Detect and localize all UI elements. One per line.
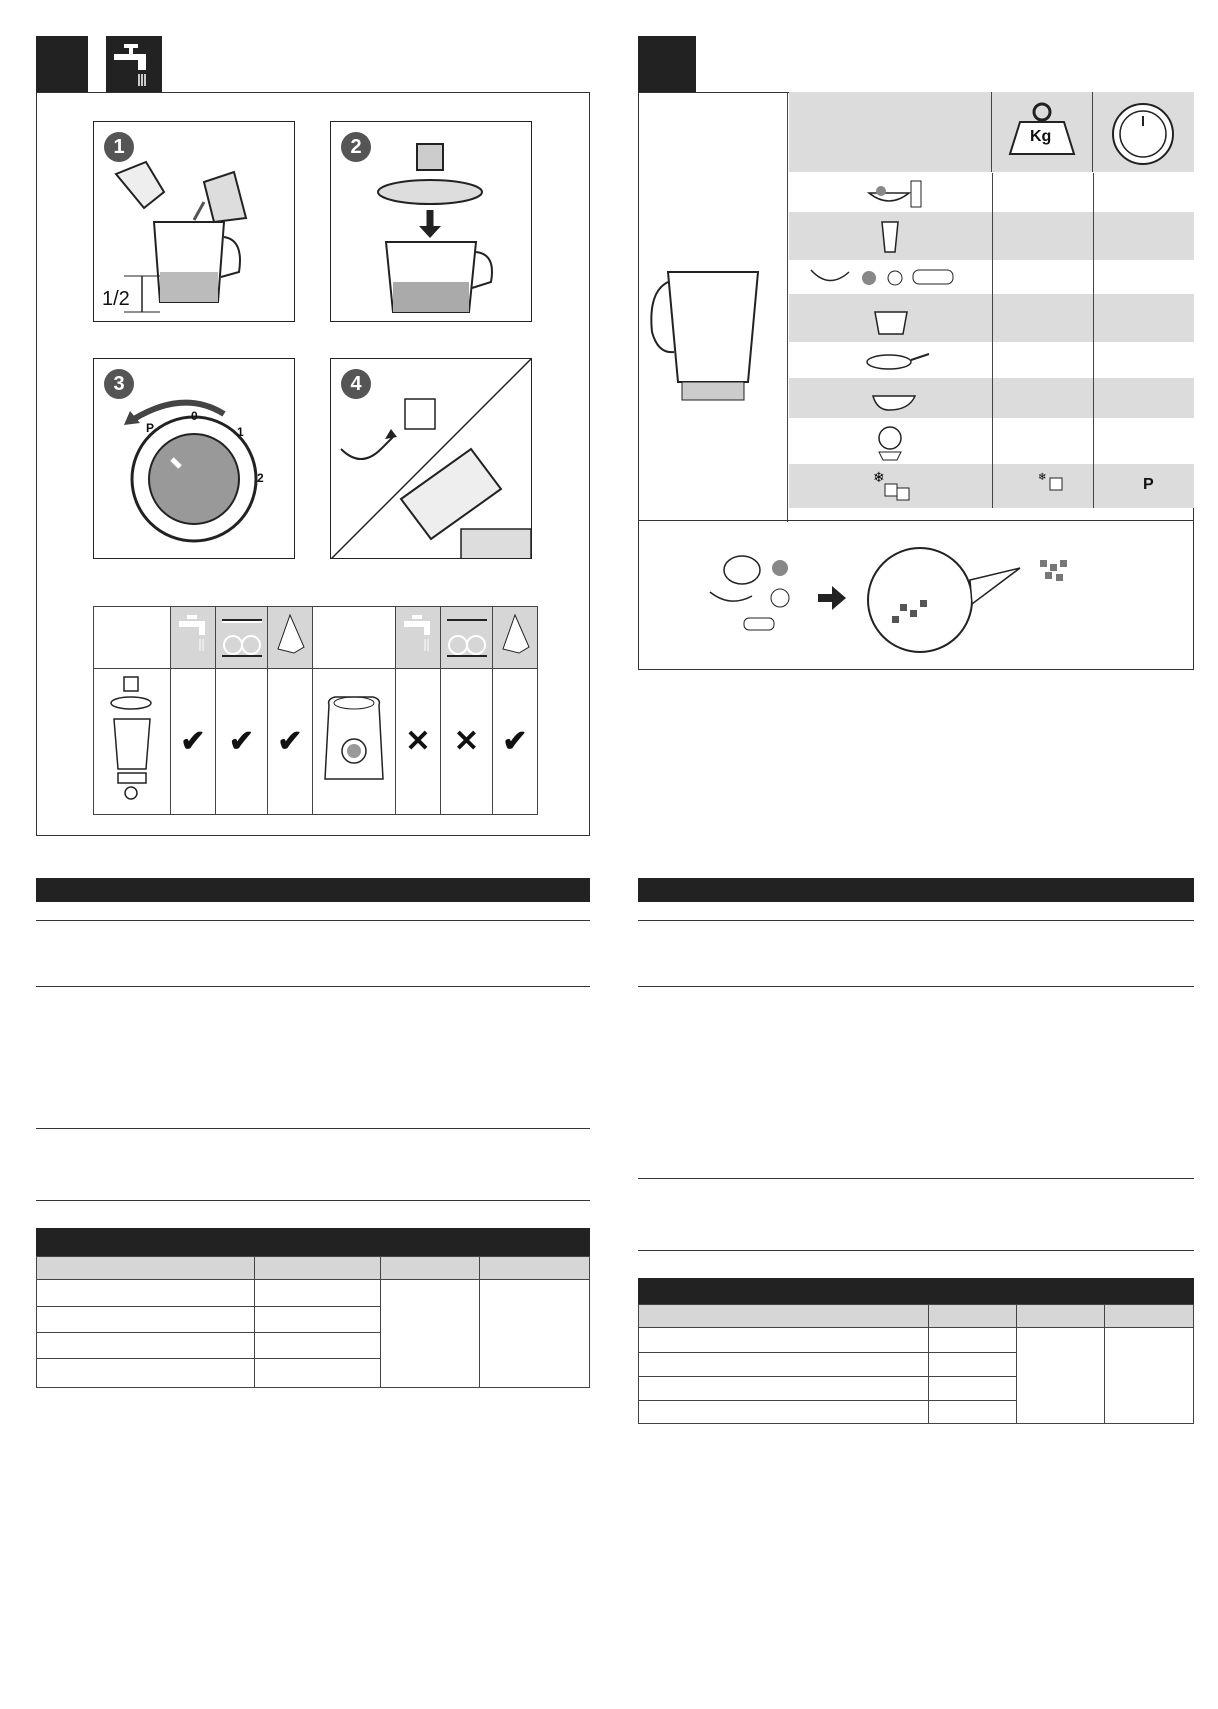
cloth-icon [493, 607, 538, 669]
motor-unit-image [313, 669, 396, 815]
step-number: 4 [341, 369, 371, 399]
fruit-drink-icon [789, 173, 992, 213]
processing-table [638, 92, 1194, 522]
sauce-boat-icon [789, 378, 992, 418]
cross-mark: ✕ [441, 669, 493, 815]
step-number: 2 [341, 132, 371, 162]
weight-header-cell [992, 92, 1093, 172]
row-soup [789, 294, 1194, 342]
section-marker-right [638, 36, 696, 92]
cloth-icon [268, 607, 313, 669]
check-mark: ✔ [493, 669, 538, 815]
step-1-panel [93, 121, 295, 322]
speed-header-cell [1093, 92, 1194, 172]
motor-unit-header [313, 607, 396, 669]
ice-cube-icon [789, 464, 992, 508]
milkshake-icon [789, 212, 992, 260]
dial-zero-label: 0 [191, 409, 198, 423]
tap-icon [396, 607, 441, 669]
step-4-panel [330, 358, 532, 559]
chop-illustration [700, 540, 1120, 660]
pan-icon [789, 342, 992, 378]
tap-icon [171, 607, 216, 669]
dishwasher-icon [441, 607, 493, 669]
row-smoothie [789, 172, 1194, 212]
check-mark: ✔ [171, 669, 216, 815]
row-milkshake [789, 212, 1194, 260]
header-label-cell [789, 92, 992, 172]
lid-illustration [331, 122, 531, 322]
jar-parts-header [94, 607, 171, 669]
row-sauce [789, 378, 1194, 418]
jar-parts-image [94, 669, 171, 815]
spec-table-right [638, 1278, 1194, 1424]
section-marker-left [36, 36, 88, 92]
baby-icon [789, 418, 992, 464]
dial-two-label: 2 [257, 471, 264, 485]
dial-one-label: 1 [237, 425, 244, 439]
level-mark-label: 1/2 [102, 288, 130, 310]
row-fruit [789, 260, 1194, 294]
row-pancake [789, 342, 1194, 378]
dial-illustration [94, 359, 294, 559]
bar-right-1 [638, 878, 1194, 902]
arrow-icon [818, 586, 846, 610]
fruit-icon [789, 260, 992, 294]
cleaning-table [93, 606, 538, 815]
soup-pot-icon [789, 294, 992, 342]
svg-text:❄: ❄ [873, 470, 885, 486]
check-mark: ✔ [268, 669, 313, 815]
svg-text:❄: ❄ [1038, 472, 1047, 483]
dial-icon [1093, 92, 1194, 172]
unplug-rinse-illustration [331, 359, 531, 559]
check-mark: ✔ [216, 669, 268, 815]
tap-header-icon [106, 36, 162, 92]
row-ice [789, 464, 1194, 508]
spec-table-left [36, 1228, 590, 1388]
weight-label: Kg [1030, 128, 1052, 145]
step-number: 3 [104, 369, 134, 399]
jar-image-cell [638, 92, 788, 522]
step-number: 1 [104, 132, 134, 162]
step-3-panel [93, 358, 295, 559]
dishwasher-icon [216, 607, 268, 669]
ice-cube-icon [992, 464, 1093, 508]
row-baby-food [789, 418, 1194, 464]
dial-p-label: P [146, 421, 155, 435]
bar-left-1 [36, 878, 590, 902]
pulse-setting-label: P [1143, 476, 1154, 493]
cross-mark: ✕ [396, 669, 441, 815]
step-2-panel [330, 121, 532, 322]
